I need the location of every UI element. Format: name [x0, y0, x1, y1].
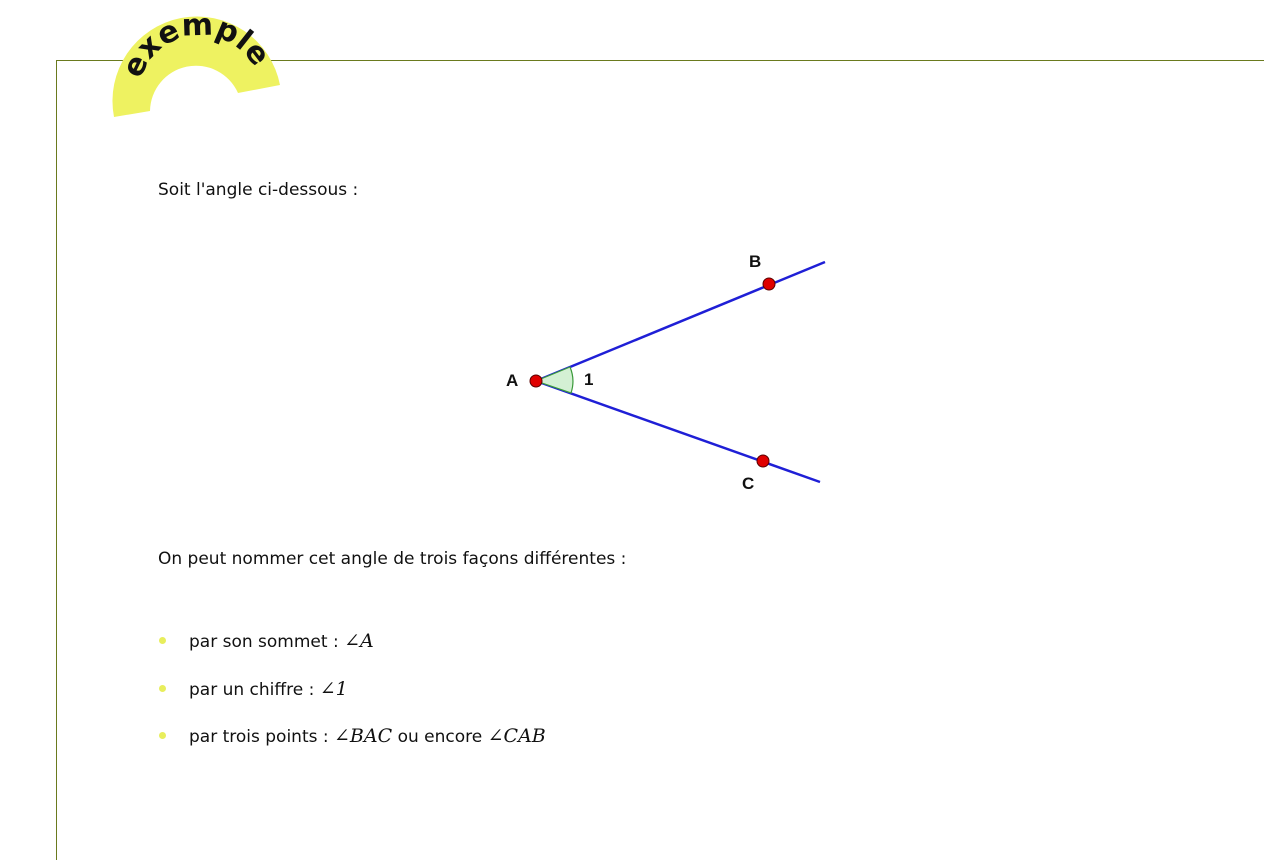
angle-notation: ∠CAB — [487, 725, 546, 747]
list-item — [158, 676, 546, 724]
example-badge — [108, 10, 288, 125]
angle-notation: ∠BAC — [334, 725, 393, 747]
label-c: C — [742, 474, 755, 493]
angle-figure — [480, 240, 850, 500]
label-angle-1: 1 — [584, 370, 594, 389]
ray-ab — [536, 262, 825, 381]
point-c — [757, 455, 769, 467]
label-b: B — [749, 252, 762, 271]
badge-label: exemple — [115, 10, 278, 83]
angle-notation: ∠1 — [319, 677, 348, 700]
angle-notation: ∠A — [344, 630, 374, 652]
list-item — [158, 628, 546, 676]
list-item-text: par son sommet : — [189, 632, 345, 652]
list-item — [158, 723, 546, 771]
ray-ac — [536, 381, 820, 482]
intro-text: Soit l'angle ci-dessous : — [158, 180, 359, 200]
list-item-text: par trois points : — [189, 727, 335, 747]
list-item-text: ou encore — [392, 727, 488, 747]
point-b — [763, 278, 775, 290]
naming-list — [158, 628, 546, 771]
point-a — [530, 375, 542, 387]
list-item-text: par un chiffre : — [189, 679, 320, 700]
naming-paragraph: On peut nommer cet angle de trois façons différentes : — [158, 549, 627, 569]
label-a: A — [506, 371, 519, 390]
